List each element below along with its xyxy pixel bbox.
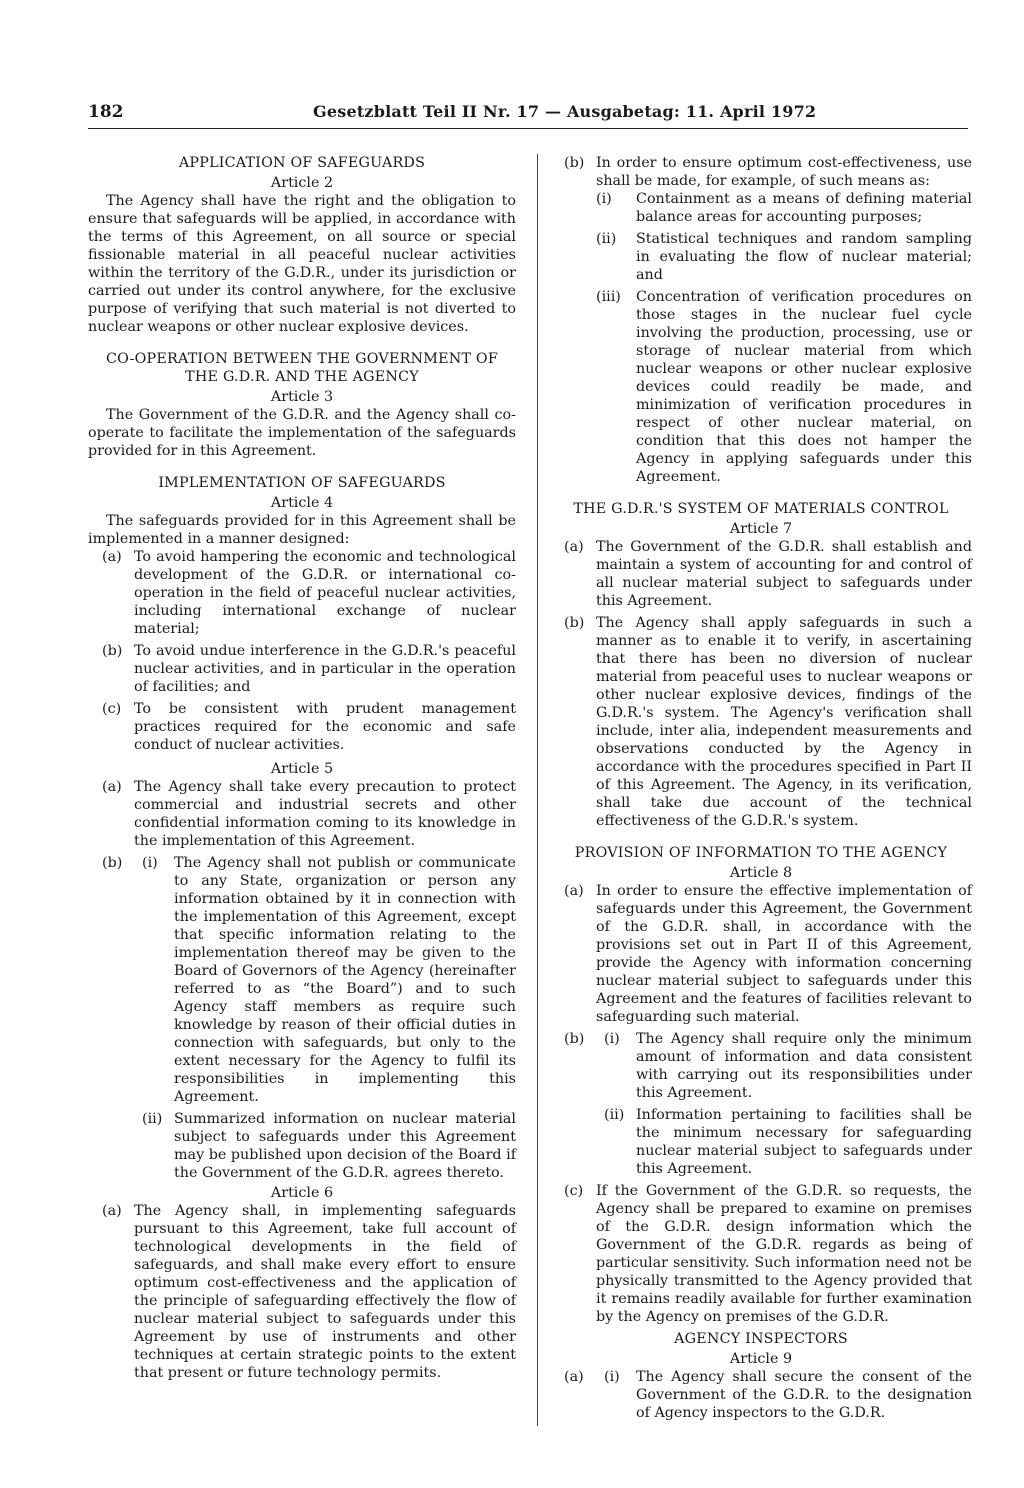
clause-text: To be consistent with prudent management practices required for the economic and safe conduct of nuclear activities. — [134, 701, 516, 753]
clause-label: (b) — [564, 1031, 585, 1047]
article-title: Article 9 — [729, 1351, 793, 1367]
article-title: Article 2 — [270, 175, 334, 191]
subclause-label: (ii) — [142, 1111, 163, 1127]
clause-label: (a) — [564, 883, 584, 899]
subclause — [550, 230, 972, 284]
subclause-text: Concentration of verification procedures on those stages in the nuclear fuel cycle involving the production, processing, use or storage of nuclear material from which nuclear weapons or other nuclear explosive devices could readily be made, and minimization of verification procedures in respect of other nuclear material, on condition that this does not hamper the Agency in applying safeguards under this Agreement. — [636, 289, 972, 485]
article-text: The safeguards provided for in this Agreement shall be implemented in a manner designed: — [88, 513, 516, 547]
clause-text: In order to ensure the effective implementation of safeguards under this Agreement, the Government of the G.D.R. shall, in accordance with the provisions set out in Part II of this Agreement, provide the Agency with information concerning nuclear material subject to safeguards under this Agreement and the features of facilities relevant to safeguarding such material. — [596, 883, 972, 1025]
article-title: Article 3 — [270, 389, 334, 405]
article-text: The Government of the G.D.R. and the Agency shall co-operate to facilitate the implementation of the safeguards provided for in this Agreement. — [88, 407, 516, 459]
subclause-text: The Agency shall secure the consent of the Government of the G.D.R. to the designation of Agency inspectors to the G.D.R. — [636, 1369, 972, 1421]
section-heading: AGENCY INSPECTORS — [674, 1331, 848, 1347]
subclause — [550, 288, 972, 486]
clause-label: (b) — [102, 855, 123, 871]
section-heading: IMPLEMENTATION OF SAFEGUARDS — [158, 475, 446, 491]
clause — [550, 1182, 972, 1326]
clause-text: To avoid undue interference in the G.D.R.'s peaceful nuclear activities, and in particular in the operation of facilities; and — [134, 643, 516, 695]
clause-label: (c) — [564, 1183, 584, 1199]
subclause — [550, 1106, 972, 1178]
subclause — [550, 1368, 972, 1422]
subclause-text: Statistical techniques and random sampling in evaluating the flow of nuclear material; and — [636, 231, 972, 283]
subclause-label: (ii) — [604, 1107, 625, 1123]
subclause-label: (i) — [604, 1031, 620, 1047]
clause-label: (a) — [102, 779, 122, 795]
clause-label: (b) — [102, 643, 123, 659]
subclause — [88, 854, 516, 1106]
section-heading: CO-OPERATION BETWEEN THE GOVERNMENT OF THE G.D.R. AND THE AGENCY — [106, 351, 498, 385]
clause-label: (a) — [564, 539, 584, 555]
subclause-label: (i) — [142, 855, 158, 871]
clause-text: The Agency shall, in implementing safeguards pursuant to this Agreement, take full account of technological developments in the field of safeguards, and shall make every effort to ensure optimum cost-effectiveness and the application of the principle of safeguarding effectively the flow of nuclear material subject to safeguards under this Agreement by use of instruments and other techniques at certain strategic points to the extent that present or future technology permits. — [134, 1203, 516, 1381]
clause — [88, 778, 516, 850]
article-title: Article 8 — [729, 865, 793, 881]
article-title: Article 4 — [270, 495, 334, 511]
subclause-text: Summarized information on nuclear material subject to safeguards under this Agreement may be published upon decision of the Board if the Government of the G.D.R. agrees thereto. — [174, 1111, 516, 1181]
clause-label: (b) — [564, 155, 585, 171]
clause — [550, 154, 972, 190]
clause-text: If the Government of the G.D.R. so requests, the Agency shall be prepared to examine on premises of the G.D.R. design information which the Government of the G.D.R. regards as being of particular sensitivity. Such information need not be physically transmitted to the Agency provided that it remains readily available for further examination by the Agency on premises of the G.D.R. — [596, 1183, 972, 1325]
subclause-label: (i) — [604, 1369, 620, 1385]
clause — [88, 1202, 516, 1382]
page-number: 182 — [88, 102, 124, 122]
left-column — [88, 154, 516, 1382]
clause-label: (c) — [102, 701, 122, 717]
clause — [550, 882, 972, 1026]
subclause-label: (ii) — [596, 231, 617, 247]
clause-text: The Government of the G.D.R. shall establish and maintain a system of accounting for and control of all nuclear material subject to safeguards under this Agreement. — [596, 539, 972, 609]
clause-label: (b) — [564, 615, 585, 631]
subclause-text: Containment as a means of defining material balance areas for accounting purposes; — [636, 191, 972, 225]
clause-text: The Agency shall take every precaution to protect commercial and industrial secrets and other confidential information coming to its knowledge in the implementation of this Agreement. — [134, 779, 516, 849]
clause-text: To avoid hampering the economic and technological development of the G.D.R. or international co-operation in the field of peaceful nuclear activities, including international exchange of nuclear material; — [134, 549, 516, 637]
clause-text: In order to ensure optimum cost-effectiveness, use shall be made, for example, of such means as: — [596, 155, 972, 189]
subclause-text: The Agency shall not publish or communicate to any State, organization or person any information obtained by it in connection with the implementation of this Agreement, except that specific information relating to the implementation thereof may be given to the Board of Governors of the Agency (hereinafter referred to as “the Board”) and to such Agency staff members as require such knowledge by reason of their official duties in connection with safeguards, but only to the extent necessary for the Agency to fulfil its responsibilities in implementing this Agreement. — [174, 855, 516, 1105]
section-heading: THE G.D.R.'S SYSTEM OF MATERIALS CONTROL — [573, 501, 949, 517]
article-title: Article 6 — [270, 1185, 334, 1201]
subclause — [88, 1110, 516, 1182]
clause-text: The Agency shall apply safeguards in such a manner as to enable it to verify, in ascertaining that there has been no diversion of nuclear material from peaceful uses to nuclear weapons or other nuclear explosive devices, findings of the G.D.R.'s system. The Agency's verification shall include, inter alia, independent measurements and observations conducted by the Agency in accordance with the procedures specified in Part II of this Agreement. The Agency, in its verification, shall take due account of the technical effectiveness of the G.D.R.'s system. — [596, 615, 972, 829]
article-text: The Agency shall have the right and the obligation to ensure that safeguards will be applied, in accordance with the terms of this Agreement, on all source or special fissionable material in all peaceful nuclear activities within the territory of the G.D.R., under its jurisdiction or carried out under its control anywhere, for the exclusive purpose of verifying that such material is not diverted to nuclear weapons or other nuclear explosive devices. — [88, 193, 516, 335]
section-heading: PROVISION OF INFORMATION TO THE AGENCY — [574, 845, 948, 861]
page-header — [88, 102, 968, 129]
subclause-label: (i) — [596, 191, 612, 207]
subclause-label: (iii) — [596, 289, 621, 305]
clause — [550, 614, 972, 830]
right-column — [550, 154, 972, 1422]
subclause — [550, 1030, 972, 1102]
subclause-text: Information pertaining to facilities shall be the minimum necessary for safeguarding nuclear material subject to safeguards under this Agreement. — [636, 1107, 972, 1177]
section-heading: APPLICATION OF SAFEGUARDS — [178, 155, 426, 171]
clause — [550, 538, 972, 610]
subclause — [550, 190, 972, 226]
running-title: Gesetzblatt Teil II Nr. 17 — Ausgabetag: 11. April 1972 — [313, 102, 817, 121]
subclause-text: The Agency shall require only the minimum amount of information and data consistent with carrying out its responsibilities under this Agreement. — [636, 1031, 972, 1101]
clause — [88, 642, 516, 696]
column-divider — [537, 154, 538, 1426]
article-title: Article 5 — [270, 761, 334, 777]
clause — [88, 700, 516, 754]
clause-label: (a) — [102, 1203, 122, 1219]
clause — [88, 548, 516, 638]
clause-label: (a) — [102, 549, 122, 565]
clause-label: (a) — [564, 1369, 584, 1385]
article-title: Article 7 — [729, 521, 793, 537]
